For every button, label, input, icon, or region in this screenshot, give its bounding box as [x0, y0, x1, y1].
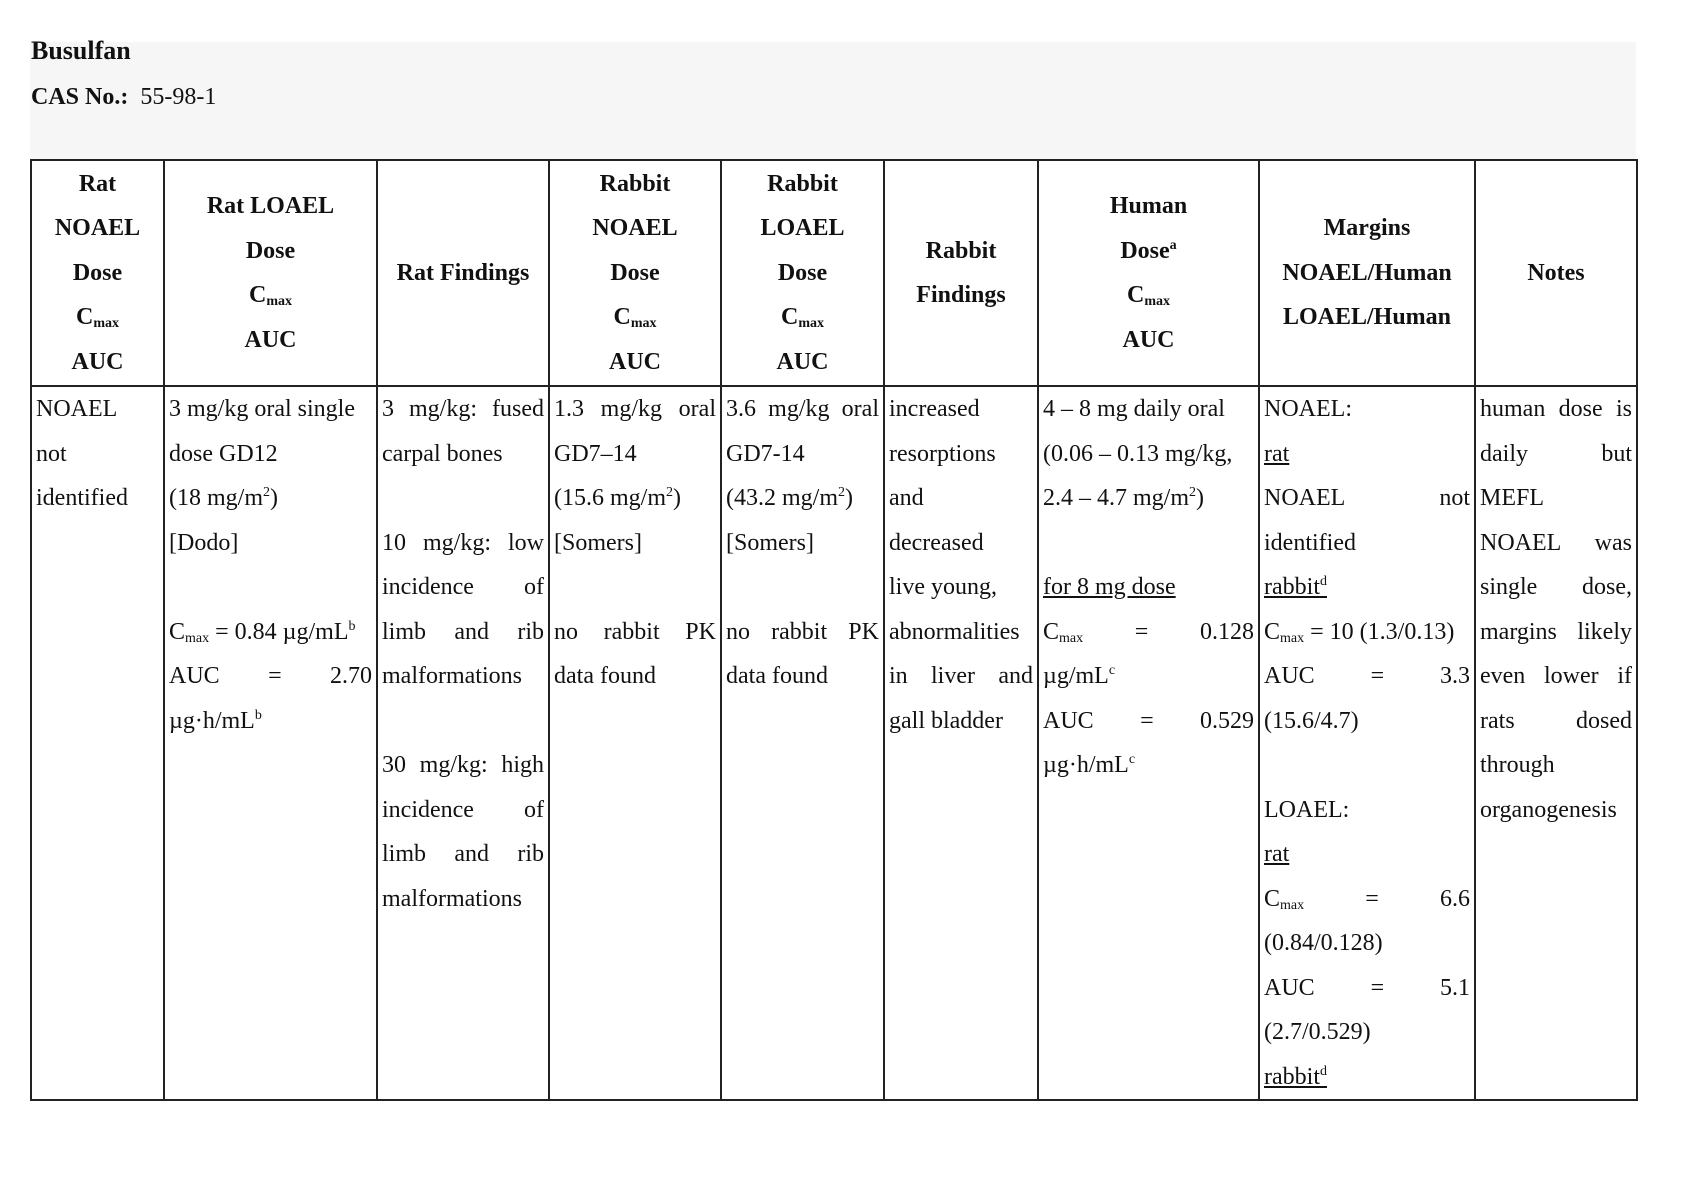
cell-rat-findings: 3 mg/kg: fused carpal bones 10 mg/kg: low incidence of limb and rib malformations 30 mg/kg: high incidence of limb and rib malformations: [377, 386, 549, 1100]
cell-notes: human dose is daily but MEFL NOAEL was single dose, margins likely even lower if rats dosed through organogenesis: [1475, 386, 1637, 1100]
busulfan-data-table: [30, 159, 1638, 1101]
table-row: [31, 386, 1637, 1100]
cell-rabbit-findings: increased resorptions and decreased live young, abnormalities in liver and gall bladder: [884, 386, 1038, 1100]
cas-label: CAS No.:: [31, 84, 129, 110]
header-rabbit-noael: Rabbit NOAEL Dose $C_{max}$ AUC: [549, 160, 721, 386]
cas-number: [31, 84, 216, 111]
header-rat-loael: Rat LOAEL Dose $C_{max}$ AUC: [164, 160, 377, 386]
table-header-row: [31, 160, 1637, 386]
header-rabbit-findings: Rabbit Findings: [884, 160, 1038, 386]
cell-rabbit-loael: 3.6 mg/kg oral GD7-14 (43.2 $mg/m^2$) [Somers] no rabbit PK data found: [721, 386, 884, 1100]
header-rabbit-loael: Rabbit LOAEL Dose $C_{max}$ AUC: [721, 160, 884, 386]
header-notes: Notes: [1475, 160, 1637, 386]
cell-human-dose: 4 – 8 mg daily oral (0.06 – 0.13 mg/kg, 2.4 – 4.7 $mg/m^2$) for 8 mg dose $C_{max} = 0.128$ $\mu g/mL^c$ AUC = 0.529 $\mu g\cdot h/mL^c$: [1038, 386, 1259, 1100]
cas-value: 55-98-1: [140, 84, 217, 110]
cell-rat-loael: 3 mg/kg oral single dose GD12 (18 $mg/m^2$) [Dodo] $C_{max} = 0.84$ $\mu g/mL^b$ AUC = 2.70 $\mu g\cdot h/mL^b$: [164, 386, 377, 1100]
header-rat-findings: Rat Findings: [377, 160, 549, 386]
cell-rabbit-noael: 1.3 mg/kg oral GD7–14 (15.6 $mg/m^2$) [Somers] no rabbit PK data found: [549, 386, 721, 1100]
header-margins: Margins NOAEL/Human LOAEL/Human: [1259, 160, 1475, 386]
cell-margins: NOAEL: rat NOAEL not identified rabbit$^d$ $C_{max} = 10$ (1.3/0.13) AUC = 3.3 (15.6/4.7) LOAEL: rat $C_{max} = 6.6$ (0.84/0.128) AUC = 5.1 (2.7/0.529) rabbit$^d$: [1259, 386, 1475, 1100]
cell-rat-noael: NOAEL not identified: [31, 386, 164, 1100]
document-title: Busulfan: [31, 36, 131, 65]
header-human-dose: Human Dose$^a$ $C_{max}$ AUC: [1038, 160, 1259, 386]
header-rat-noael: Rat NOAEL Dose $C_{max}$ AUC: [31, 160, 164, 386]
